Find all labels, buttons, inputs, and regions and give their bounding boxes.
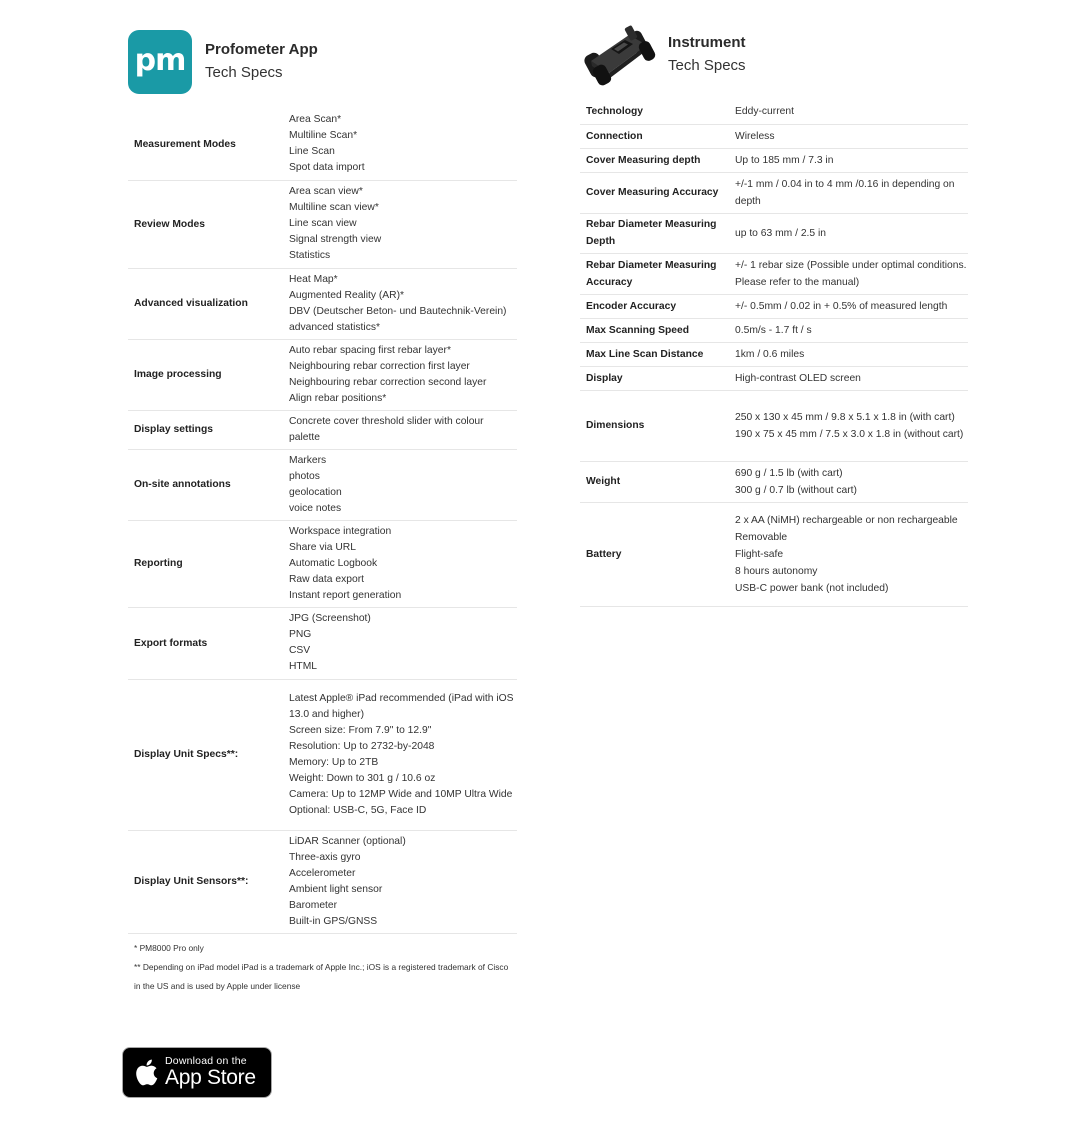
spec-row [128, 410, 517, 449]
spec-row [128, 607, 517, 679]
spec-value-line: Latest Apple® iPad recommended (iPad with iOS 13.0 and higher) [289, 692, 514, 720]
spec-value-line: LiDAR Scanner (optional) [289, 835, 406, 847]
app-specs-table [128, 109, 517, 934]
instrument-title: Instrument [668, 34, 746, 51]
app-store-small-text: Download on the [165, 1055, 247, 1067]
spec-label: Review Modes [128, 180, 289, 268]
instrument-specs-column [580, 30, 968, 607]
app-store-big-text: App Store [165, 1066, 256, 1089]
spec-value-line: 690 g / 1.5 lb (with cart) [735, 467, 843, 479]
spec-label: Display Unit Sensors**: [128, 830, 289, 933]
spec-label: Display [580, 366, 735, 390]
spec-value [735, 100, 968, 124]
spec-value-line: Markers [289, 454, 327, 466]
spec-value [735, 502, 968, 606]
spec-value-line: +/- 0.5mm / 0.02 in + 0.5% of measured length [735, 300, 948, 312]
spec-value [735, 172, 968, 213]
spec-label: Dimensions [580, 390, 735, 461]
spec-label: Rebar Diameter Measuring Depth [580, 213, 735, 253]
spec-label: Max Scanning Speed [580, 318, 735, 342]
spec-value-line: High-contrast OLED screen [735, 372, 861, 384]
spec-value-line: 250 x 130 x 45 mm / 9.8 x 5.1 x 1.8 in (with cart) [735, 411, 955, 423]
spec-value-line: Eddy-current [735, 106, 794, 118]
spec-label: Cover Measuring depth [580, 148, 735, 172]
spec-value-line: up to 63 mm / 2.5 in [735, 227, 827, 239]
spec-row [580, 172, 968, 213]
spec-row [128, 109, 517, 180]
spec-row [580, 213, 968, 253]
spec-row [128, 520, 517, 607]
apple-logo-icon [134, 1058, 158, 1087]
spec-label: Max Line Scan Distance [580, 342, 735, 366]
spec-label: Cover Measuring Accuracy [580, 172, 735, 213]
spec-row [580, 502, 968, 606]
spec-value-line: 300 g / 0.7 lb (without cart) [735, 484, 857, 496]
spec-value-line: Augmented Reality (AR)* [289, 289, 405, 301]
spec-value [735, 213, 968, 253]
spec-value-line: 1km / 0.6 miles [735, 348, 805, 360]
spec-row [128, 679, 517, 830]
spec-value-line: 0.5m/s - 1.7 ft / s [735, 324, 812, 336]
spec-label: Weight [580, 461, 735, 502]
spec-value-line: Raw data export [289, 573, 364, 585]
spec-label: Connection [580, 124, 735, 148]
spec-label: Encoder Accuracy [580, 294, 735, 318]
profometer-app-logo [128, 30, 192, 94]
spec-label: Technology [580, 100, 735, 124]
footnote-ipad-trademark: ** Depending on iPad model iPad is a trademark of Apple Inc.; iOS is a registered trademark of Cisco in the US and is used by Apple under license [134, 961, 509, 991]
spec-row [580, 148, 968, 172]
app-subtitle: Tech Specs [205, 64, 283, 81]
spec-value-line: Line Scan [289, 146, 335, 158]
spec-value [289, 268, 517, 339]
spec-value [735, 253, 968, 294]
spec-value [735, 148, 968, 172]
instrument-specs-table [580, 100, 968, 607]
spec-value-line: HTML [289, 661, 318, 672]
spec-value-line: Three-axis gyro [289, 851, 361, 863]
footnote-pro-only: * PM8000 Pro only [134, 942, 204, 953]
spec-label: Export formats [128, 607, 289, 679]
spec-value-line: Line scan view [289, 218, 357, 229]
spec-value-line: Neighbouring rebar correction second layer [289, 376, 487, 388]
spec-value-line: Optional: USB-C, 5G, Face ID [289, 804, 427, 816]
spec-value-line: Barometer [289, 899, 338, 911]
spec-value-line: Auto rebar spacing first rebar layer* [289, 344, 451, 356]
spec-value [289, 449, 517, 520]
spec-label: On-site annotations [128, 449, 289, 520]
spec-row [128, 268, 517, 339]
spec-row [580, 366, 968, 390]
spec-label: Battery [580, 502, 735, 606]
spec-value-line: Area Scan* [289, 114, 342, 126]
spec-row [580, 253, 968, 294]
spec-row [128, 830, 517, 933]
spec-value [289, 607, 517, 679]
spec-value-line: Accelerometer [289, 867, 356, 879]
spec-value-line: 2 x AA (NiMH) rechargeable or non rechargeable [735, 514, 958, 526]
spec-row [128, 180, 517, 268]
spec-value [289, 109, 517, 180]
spec-value-line: Up to 185 mm / 7.3 in [735, 154, 834, 166]
instrument-subtitle: Tech Specs [668, 57, 746, 74]
spec-value [735, 342, 968, 366]
spec-value-line: Area scan view* [289, 186, 363, 197]
spec-value-line: Workspace integration [289, 525, 392, 537]
spec-row [580, 342, 968, 366]
spec-value-line: Built-in GPS/GNSS [289, 915, 378, 927]
spec-label: Reporting [128, 520, 289, 607]
spec-value [735, 124, 968, 148]
spec-value [735, 366, 968, 390]
spec-row [580, 461, 968, 502]
spec-value-line: Align rebar positions* [289, 392, 387, 404]
spec-value-line: Removable [735, 531, 788, 543]
spec-value-line: Ambient light sensor [289, 883, 383, 895]
spec-value [289, 339, 517, 410]
spec-value-line: USB-C power bank (not included) [735, 582, 889, 594]
spec-value-line: +/-1 mm / 0.04 in to 4 mm /0.16 in depending on depth [735, 178, 955, 207]
spec-label: Display settings [128, 410, 289, 449]
spec-row [580, 124, 968, 148]
app-store-badge[interactable] [122, 1047, 272, 1098]
spec-value-line: Neighbouring rebar correction first layer [289, 360, 470, 372]
spec-value-line: Signal strength view [289, 234, 382, 245]
spec-value [289, 520, 517, 607]
spec-value [289, 679, 517, 830]
spec-value [289, 180, 517, 268]
spec-value-line: Multiline scan view* [289, 202, 379, 213]
spec-value-line: Weight: Down to 301 g / 10.6 oz [289, 772, 436, 784]
spec-value-line: Memory: Up to 2TB [289, 756, 379, 768]
spec-row [128, 449, 517, 520]
spec-label: Measurement Modes [128, 109, 289, 180]
spec-value-line: DBV (Deutscher Beton- und Bautechnik-Verein) advanced statistics* [289, 305, 507, 333]
spec-value-line: voice notes [289, 502, 342, 514]
spec-value-line: geolocation [289, 486, 342, 498]
spec-value-line: 8 hours autonomy [735, 565, 818, 577]
spec-label: Image processing [128, 339, 289, 410]
app-header [128, 30, 517, 94]
spec-value-line: Heat Map* [289, 273, 338, 285]
instrument-header [580, 23, 968, 87]
spec-value-line: Flight-safe [735, 548, 784, 560]
spec-value-line: Spot data import [289, 162, 365, 174]
instrument-image [581, 23, 657, 87]
spec-value-line: 190 x 75 x 45 mm / 7.5 x 3.0 x 1.8 in (without cart) [735, 428, 964, 440]
spec-value-line: Share via URL [289, 541, 356, 553]
spec-value [289, 410, 517, 449]
spec-value-line: photos [289, 470, 320, 482]
spec-value-line: Instant report generation [289, 589, 402, 601]
spec-label: Rebar Diameter Measuring Accuracy [580, 253, 735, 294]
spec-row [580, 294, 968, 318]
spec-label: Display Unit Specs**: [128, 679, 289, 830]
spec-value-line: PNG [289, 629, 312, 640]
spec-value [735, 318, 968, 342]
spec-row [580, 318, 968, 342]
app-title: Profometer App [205, 41, 318, 58]
app-logo-text: pm [134, 43, 186, 78]
spec-value-line: JPG (Screenshot) [289, 613, 371, 624]
app-specs-column [128, 30, 517, 996]
spec-row [580, 390, 968, 461]
spec-label: Advanced visualization [128, 268, 289, 339]
spec-value [735, 461, 968, 502]
spec-value-line: Statistics [289, 250, 331, 261]
spec-row [128, 339, 517, 410]
spec-value [289, 830, 517, 933]
spec-value-line: +/- 1 rebar size (Possible under optimal conditions. Please refer to the manual) [735, 259, 967, 288]
spec-value-line: CSV [289, 645, 311, 656]
spec-value-line: Automatic Logbook [289, 557, 378, 569]
spec-value-line: Resolution: Up to 2732-by-2048 [289, 740, 435, 752]
spec-value-line: Multiline Scan* [289, 130, 358, 142]
spec-value [735, 390, 968, 461]
spec-value-line: Screen size: From 7.9" to 12.9" [289, 724, 432, 736]
spec-value [735, 294, 968, 318]
spec-value-line: Concrete cover threshold slider with colour palette [289, 415, 484, 443]
spec-value-line: Wireless [735, 130, 775, 142]
spec-row [580, 100, 968, 124]
spec-value-line: Camera: Up to 12MP Wide and 10MP Ultra Wide [289, 788, 513, 800]
footnotes [128, 939, 517, 996]
